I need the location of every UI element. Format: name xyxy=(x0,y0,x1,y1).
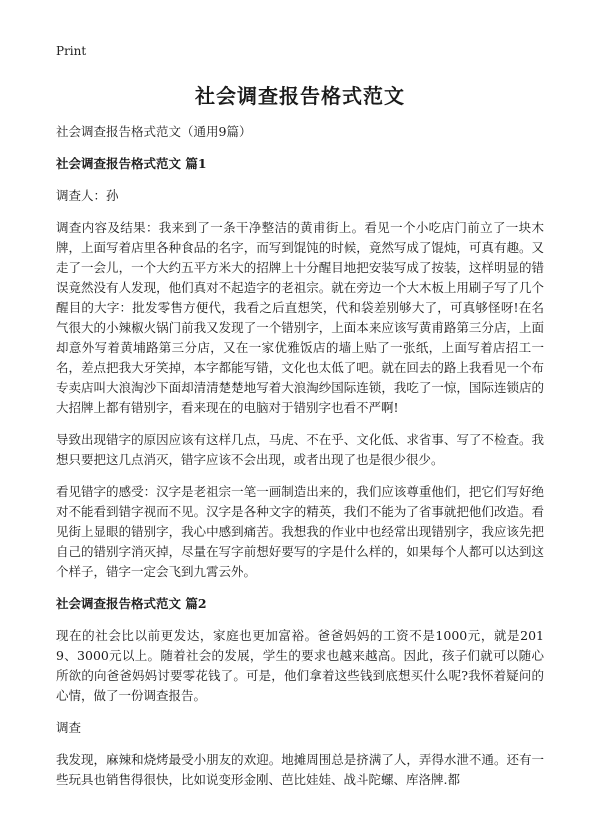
document-subtitle: 社会调查报告格式范文（通用9篇） xyxy=(56,124,252,139)
paragraph: 看见错字的感受：汉字是老祖宗一笔一画制造出来的，我们应该尊重他们，把它们写好绝对不能看到错字视而不见。汉字是各种文字的精英，我们不能为了省事就把他们改造。看见街上显眼的错别字，我心中感到痛苦。我想我的作业中也经常出现错别字，我应该先把自己的错别字消灭掉，尽量在写字前想好要写的字是什么样的，如果每个人都可以达到这个样子，错字一定会飞到九霄云外。 xyxy=(56,484,544,579)
section-heading: 社会调查报告格式范文 篇1 xyxy=(56,156,207,171)
document-title: 社会调查报告格式范文 xyxy=(195,84,405,108)
section-2 xyxy=(56,594,544,790)
paragraph: 现在的社会比以前更发达，家庭也更加富裕。爸爸妈妈的工资不是1000元，就是2019、3000元以上。随着社会的发展，学生的要求也越来越高。因此，孩子们就可以随心所欲的向爸爸妈妈讨要零花钱了。可是，他们拿着这些钱到底想买什么呢?我怀着疑问的心情，做了一份调查报告。 xyxy=(56,628,544,703)
document-body xyxy=(56,122,544,802)
paragraph: 我发现，麻辣和烧烤最受小朋友的欢迎。地摊周围总是挤满了人，弄得水泄不通。还有一些玩具也销售得很快，比如说变形金刚、芭比娃娃、战斗陀螺、库洛牌.都 xyxy=(56,752,544,787)
paragraph: 调查内容及结果：我来到了一条干净整洁的黄甫街上。看见一个小吃店门前立了一块木牌，上面写着店里各种食品的名字，而写到馄饨的时候，竟然写成了馄炖，可真有趣。又走了一会儿，一个大约五平方米大的招牌上十分醒目地把安装写成了按装，这样明显的错误竟然没有人发现，他们真对不起造字的老祖宗。就在旁边一个大木板上用刷子写了几个醒目的大字：批发零售方便代，我看之后直想笑，代和袋差别够大了，可真够怪呀!在名气很大的小辣椒火锅门前我又发现了一个错别字，上面本来应该写黄甫路第三分店，上面却意外写着黄埔路第三分店，又在一家优雅饭店的墙上贴了一张纸，上面写着店招工一名，差点把我大牙笑掉，本字都能写错，文化也太低了吧。就在回去的路上我看见一个布专卖店叫大浪淘沙下面却清清楚楚地写着大浪淘纱国际连锁，我吃了一惊，国际连锁店的大招牌上都有错别字，看来现在的电脑对于错别字也看不严啊! xyxy=(56,220,544,415)
section-heading: 社会调查报告格式范文 篇2 xyxy=(56,596,207,611)
paragraph: 导致出现错字的原因应该有这样几点，马虎、不在乎、文化低、求省事、写了不检查。我想只要把这几点消灭，错字应该不会出现，或者出现了也是很少很少。 xyxy=(56,432,544,467)
paragraph: 调查 xyxy=(56,720,82,735)
section-1 xyxy=(56,154,544,582)
print-link[interactable]: Print xyxy=(56,44,87,58)
paragraph: 调查人：孙 xyxy=(56,188,119,203)
